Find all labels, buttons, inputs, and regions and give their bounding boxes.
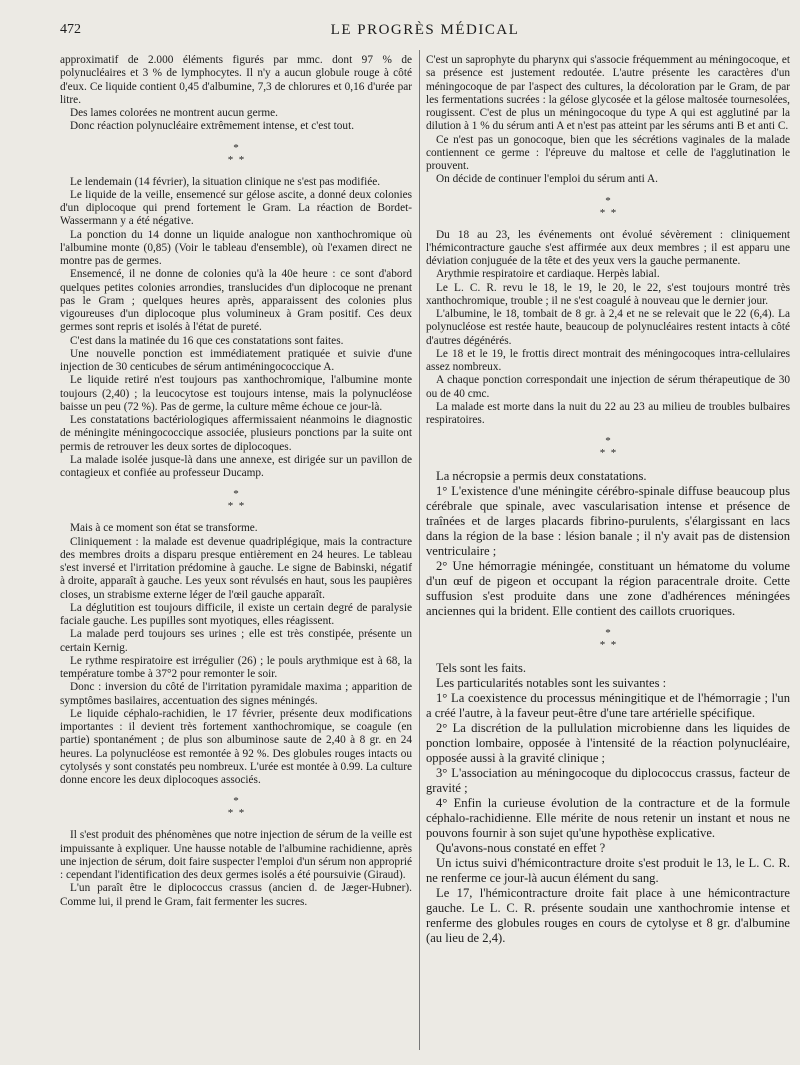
paragraph: Le 17, l'hémicontracture droite fait place à une hémicontracture gauche. Le L. C. R. présente soudain une xanthochromie intense et renferme des globules rouges en cours de cytolyse et 8 gr. d'albumine (au lieu de 2,4). <box>426 886 790 946</box>
page-number: 472 <box>60 22 81 37</box>
paragraph: Ce n'est pas un gonocoque, bien que les sécrétions vaginales de la malade contiennent ce germe : l'épreuve du maltose et celle de l'agglutination le prouvent. <box>426 133 790 172</box>
section-separator: * * * <box>227 488 245 513</box>
paragraph: Les particularités notables sont les suivantes : <box>436 676 667 691</box>
paragraph: La malade isolée jusque-là dans une annexe, est dirigée sur un pavillon de contagieux et confiée au professeur Ducamp. <box>60 453 412 479</box>
paragraph: L'albumine, le 18, tombait de 8 gr. à 2,4 et ne se relevait que le 22 (6,4). La polynucléose est restée haute, beaucoup de polynucléaires restent intacts à côté d'autres dégénérés. <box>426 308 790 347</box>
paragraph: C'est un saprophyte du pharynx qui s'associe fréquemment au méningocoque, et sa présence est justement redoutée. L'autre présente les caractères d'un méningocoque de par l'aspect des cultures, la décoloration par le Gram, de par les fermentations sucrées : la gélose glycosée et la gélose maltosée tournesolées, rougissent. C'est de plus un méningocoque du type A qui est agglutiné par la dilution à 1 % du sérum anti A et n'est pas atteint par les sérums anti B et anti C. <box>426 54 790 133</box>
journal-title: LE PROGRÈS MÉDICAL <box>330 22 520 38</box>
paragraph: A chaque ponction correspondait une injection de sérum thérapeutique de 30 ou de 40 cmc. <box>426 374 790 400</box>
paragraph: approximatif de 2.000 éléments figurés par mmc. dont 97 % de polynucléaires et 3 % de lymphocytes. Il n'y a aucun globule rouge à côté d'eux. Ce liquide contient 0,45 d'albumine, 7,3 de chlorures et 0,16 d'urée par litre. <box>60 54 412 106</box>
section-separator: * * * <box>599 194 617 219</box>
paragraph: Il s'est produit des phénomènes que notre injection de sérum de la veille est impuissante à expliquer. Une hausse notable de l'albumine rachidienne, après une injection de sérum, doit faire suspecter l'emploi d'un sérum non approprié : cependant l'identification des deux germes isolés a été poursuivie (Giraud). <box>60 829 412 881</box>
paragraph: La ponction du 14 donne un liquide analogue non xanthochromique où l'albumine monte (0,85) (Voir le tableau d'ensemble), où l'examen direct ne montre pas de germes. <box>60 228 412 267</box>
paragraph: L'un paraît être le diplococcus crassus (ancien d. de Jæger-Hubner). Comme lui, il prend le Gram, fait fermenter les sucres. <box>60 882 412 908</box>
left-column <box>60 54 412 909</box>
paragraph: Ensemencé, il ne donne de colonies qu'à la 40e heure : ce sont d'abord quelques petites colonies arrondies, translucides d'un diplocoque ne prenant pas le Gram ; quelques heures après, apparaissent des colonies plus vigoureuses d'un diplocoque plus volumineux à Gram positif. Ces deux germes sont repris et isolés à l'état de pureté. <box>60 268 412 334</box>
paragraph: Donc : inversion du côté de l'irritation pyramidale maxima ; apparition de symptômes basilaires, accentuation des signes méningés. <box>60 681 412 707</box>
paragraph: Le liquide céphalo-rachidien, le 17 février, présente deux modifications importantes : il devient très fortement xanthochromique, se coagule (en partie) spontanément ; de plus son albuminose saute de 2,40 à 8 gr. en 24 heures. La polynucléose est remontée à 92 %. Des globules rouges intacts ou cytolysés y sont constatés peu nombreux. L'urée est montée à 0.99. La culture donne encore les deux diplocoques associés. <box>60 707 412 786</box>
paragraph: 3° L'association au méningocoque du diplococcus crassus, facteur de gravité ; <box>426 766 790 796</box>
section-separator: * * * <box>227 795 245 820</box>
paragraph: C'est dans la matinée du 16 que ces constatations sont faites. <box>70 334 344 347</box>
paragraph: Mais à ce moment son état se transforme. <box>70 522 258 535</box>
paragraph: On décide de continuer l'emploi du sérum anti A. <box>436 173 658 186</box>
paragraph: Qu'avons-nous constaté en effet ? <box>436 841 606 856</box>
paragraph: Cliniquement : la malade est devenue quadriplégique, mais la contracture des membres droits a disparu presque entièrement en 24 heures. Le tableau s'est inversé et l'irritation prédomine à gauche. Le signe de Babinski, négatif à droite, apparaît à gauche. Les yeux sont révulsés en haut, sous les paupières closes, un strabisme externe léger de l'œil gauche apparaît. <box>60 535 412 601</box>
paragraph: 1° L'existence d'une méningite cérébro-spinale diffuse beaucoup plus cérébrale que spinale, avec vascularisation intense et présence de traînées et de larges placards fibrino-purulents, s'élargissant en lacs dans la région de la base : lésion banale ; il n'y avait pas de distension ventriculaire ; <box>426 484 790 559</box>
paragraph: Le liquide de la veille, ensemencé sur gélose ascite, a donné deux colonies d'un diplocoque qui prend fortement le Gram. La réaction de Bordet-Wassermann y a été négative. <box>60 188 412 228</box>
paragraph: 2° La discrétion de la pullulation microbienne dans les liquides de ponction lombaire, opposée à l'intensité de la réaction polynucléaire, opposée aussi à la gravité clinique ; <box>426 721 790 766</box>
paragraph: La malade est morte dans la nuit du 22 au 23 au milieu de troubles bulbaires respiratoires. <box>426 400 790 426</box>
paragraph: Le rythme respiratoire est irrégulier (26) ; le pouls arythmique est à 68, la température tombe à 37°2 pour remonter le soir. <box>60 654 412 680</box>
paragraph: Le liquide retiré n'est toujours pas xanthochromique, l'albumine monte toujours (2,40) ; la leucocytose est toujours intense, mais la polynucléose baisse un peu (72 %). Pas de germe, la culture même échoue ce jour-là. <box>60 374 412 413</box>
paragraph: La nécropsie a permis deux constatations. <box>436 469 647 484</box>
paragraph: Donc réaction polynucléaire extrêmement intense, et c'est tout. <box>70 120 355 133</box>
paragraph: Un ictus suivi d'hémicontracture droite s'est produit le 13, le L. C. R. ne renferme ce jour-là aucun élément du sang. <box>426 856 790 886</box>
right-column <box>426 54 790 946</box>
paragraph: Le lendemain (14 février), la situation clinique ne s'est pas modifiée. <box>70 175 381 188</box>
paragraph: La malade perd toujours ses urines ; elle est très constipée, présente un certain Kernig. <box>60 628 412 654</box>
page-header <box>60 22 790 44</box>
paragraph: 4° Enfin la curieuse évolution de la contracture et de la formule céphalo-rachidienne. Elle mérite de nous retenir un instant et nous ne pouvons fournir à son sujet qu'une hypothèse explicative. <box>426 796 790 841</box>
paragraph: Tels sont les faits. <box>436 661 527 676</box>
column-divider <box>419 50 420 1050</box>
section-separator: * * * <box>227 141 245 166</box>
paragraph: Le L. C. R. revu le 18, le 19, le 20, le 22, s'est toujours montré très xanthochromique, trouble ; il ne s'est coagulé à nouveau que le dernier jour. <box>426 281 790 307</box>
section-separator: * * * <box>599 627 617 652</box>
paragraph: 1° La coexistence du processus méningitique et de l'hémorragie ; l'un a créé l'autre, à la faveur peut-être d'une tare artérielle spécifique. <box>426 691 790 721</box>
paragraph: 2° Une hémorragie méningée, constituant un hématome du volume d'un œuf de pigeon et occupant la région paracentrale droite. Cette suffusion s'est produite dans une zone d'adhérences méningées anciennes qui la brident. Elle contient des caillots cruoriques. <box>426 559 790 619</box>
paragraph: Du 18 au 23, les événements ont évolué sévèrement : cliniquement l'hémicontracture gauche s'est affirmée aux deux membres ; il est apparu une déviation conjuguée de la tête et des yeux vers la gauche permanente. <box>426 228 790 267</box>
paragraph: Arythmie respiratoire et cardiaque. Herpès labial. <box>436 268 660 281</box>
section-separator: * * * <box>599 435 617 460</box>
paragraph: La déglutition est toujours difficile, il existe un certain degré de paralysie faciale gauche. Les pupilles sont myotiques, elles réagissent. <box>60 601 412 627</box>
paragraph: Les constatations bactériologiques affermissaient néanmoins le diagnostic de méningite méningococcique associée, plusieurs ponctions par la suite ont permis de retrouver les deux sortes de diplocoques. <box>60 414 412 453</box>
paragraph: Une nouvelle ponction est immédiatement pratiquée et suivie d'une injection de 30 centicubes de sérum antiméningococcique A. <box>60 347 412 373</box>
paragraph: Le 18 et le 19, le frottis direct montrait des méningocoques intra-cellulaires assez nombreux. <box>426 347 790 373</box>
paragraph: Des lames colorées ne montrent aucun germe. <box>70 107 278 119</box>
